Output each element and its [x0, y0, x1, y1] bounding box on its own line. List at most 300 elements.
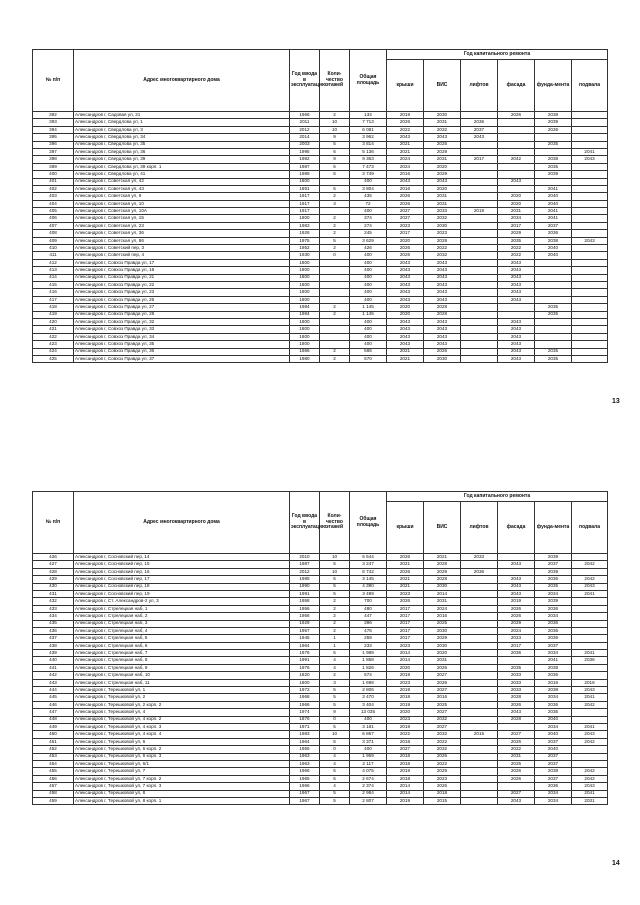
cell-foundation [535, 274, 572, 281]
cell-area: 700 [350, 598, 387, 605]
cell-area: 274 [350, 222, 387, 229]
cell-basement [572, 208, 608, 215]
cell-foundation: 2041 [535, 215, 572, 222]
cell-year: 1972 [290, 687, 320, 694]
cell-facade: 2023 [498, 635, 535, 642]
cell-roof: 2024 [387, 163, 424, 170]
cell-area: 2 806 [350, 687, 387, 694]
table-row [33, 215, 608, 222]
cell-foundation: 2034 [535, 723, 572, 730]
cell-floors [320, 281, 350, 288]
cell-area: 1 858 [350, 657, 387, 664]
cell-foundation [535, 281, 572, 288]
cell-facade: 2043 [498, 561, 535, 568]
cell-year: 1983 [290, 222, 320, 229]
cell-facade: 2017 [498, 222, 535, 229]
cell-basement [572, 178, 608, 185]
cell-roof: 2021 [387, 141, 424, 148]
table-row [33, 768, 608, 775]
cell-area: 3 804 [350, 185, 387, 192]
cell-basement [572, 274, 608, 281]
cell-roof: 2027 [387, 215, 424, 222]
cell-vis: 2032 [424, 215, 461, 222]
cell-num: 424 [33, 348, 74, 355]
cell-facade: 2035 [498, 664, 535, 671]
cell-basement [572, 296, 608, 303]
cell-area: 435 [350, 193, 387, 200]
cell-vis: 2043 [424, 281, 461, 288]
table-row [33, 185, 608, 192]
cell-address: Александров г, Свердлова ул, 1 [74, 119, 290, 126]
table-row [33, 156, 608, 163]
cell-foundation: 2037 [535, 738, 572, 745]
header-area: Общая площадь [350, 492, 387, 554]
table-row [33, 590, 608, 597]
cell-floors [320, 326, 350, 333]
cell-lifts [461, 797, 498, 804]
header-address: Адрес многоквартирного дома [74, 50, 290, 112]
cell-basement: 2041 [572, 650, 608, 657]
cell-basement [572, 605, 608, 612]
cell-year: 1990 [290, 583, 320, 590]
cell-basement: 2043 [572, 783, 608, 790]
cell-vis: 2032 [424, 252, 461, 259]
cell-floors: 5 [320, 775, 350, 782]
cell-foundation: 2037 [535, 561, 572, 568]
cell-lifts [461, 672, 498, 679]
cell-foundation: 2034 [535, 797, 572, 804]
cell-vis: 2023 [424, 775, 461, 782]
cell-num: 411 [33, 252, 74, 259]
cell-facade: 2026 [498, 613, 535, 620]
cell-lifts [461, 746, 498, 753]
cell-basement [572, 267, 608, 274]
cell-foundation [535, 296, 572, 303]
cell-address: Александров г, Садовая ул, 21 [74, 112, 290, 119]
table-row [33, 148, 608, 155]
table-row [33, 650, 608, 657]
cell-vis: 2043 [424, 341, 461, 348]
cell-area: 400 [350, 341, 387, 348]
cell-year: 1989 [290, 171, 320, 178]
cell-roof: 2023 [387, 642, 424, 649]
cell-lifts [461, 259, 498, 266]
cell-floors: 5 [320, 797, 350, 804]
cell-facade [498, 568, 535, 575]
table-row [33, 281, 608, 288]
cell-facade [498, 657, 535, 664]
cell-basement [572, 215, 608, 222]
cell-area: 3 814 [350, 141, 387, 148]
cell-year: 1917 [290, 200, 320, 207]
cell-lifts [461, 230, 498, 237]
cell-lifts [461, 679, 498, 686]
table-row [33, 723, 608, 730]
cell-vis: 2029 [424, 171, 461, 178]
cell-foundation: 2036 [535, 627, 572, 634]
cell-roof: 2043 [387, 318, 424, 325]
cell-num: 415 [33, 281, 74, 288]
cell-facade: 2033 [498, 679, 535, 686]
cell-area: 9 363 [350, 156, 387, 163]
cell-lifts: 2033 [461, 554, 498, 561]
cell-foundation [535, 148, 572, 155]
cell-roof: 2021 [387, 348, 424, 355]
cell-num: 447 [33, 709, 74, 716]
cell-lifts [461, 304, 498, 311]
table-row [33, 112, 608, 119]
cell-vis: 2030 [424, 355, 461, 362]
table-row [33, 694, 608, 701]
cell-vis: 2026 [424, 753, 461, 760]
cell-basement: 2043 [572, 237, 608, 244]
cell-address: Александров г, Совхоз Правда ул, 21 [74, 274, 290, 281]
cell-facade: 2043 [498, 296, 535, 303]
cell-vis: 2043 [424, 296, 461, 303]
cell-foundation: 2035 [535, 311, 572, 318]
cell-area: 400 [350, 252, 387, 259]
table-row [33, 753, 608, 760]
cell-year: 1820 [290, 672, 320, 679]
cell-area: 7 473 [350, 163, 387, 170]
cell-roof: 2043 [387, 326, 424, 333]
cell-floors: 5 [320, 687, 350, 694]
cell-lifts [461, 723, 498, 730]
cell-lifts [461, 657, 498, 664]
cell-vis: 2014 [424, 590, 461, 597]
cell-floors: 5 [320, 171, 350, 178]
cell-lifts [461, 296, 498, 303]
cell-num: 453 [33, 753, 74, 760]
cell-basement [572, 326, 608, 333]
cell-num: 423 [33, 341, 74, 348]
cell-foundation [535, 289, 572, 296]
cell-floors [320, 296, 350, 303]
cell-basement: 2042 [572, 775, 608, 782]
cell-roof: 2021 [387, 148, 424, 155]
cell-address: Александров г, Сосновский пер, 17 [74, 576, 290, 583]
cell-vis: 2031 [424, 119, 461, 126]
cell-num: 413 [33, 267, 74, 274]
cell-num: 445 [33, 694, 74, 701]
cell-year: 1985 [290, 576, 320, 583]
cell-facade: 2043 [498, 583, 535, 590]
cell-floors: 9 [320, 709, 350, 716]
cell-foundation: 2034 [535, 694, 572, 701]
cell-roof: 2043 [387, 333, 424, 340]
cell-lifts [461, 709, 498, 716]
table-row [33, 731, 608, 738]
cell-roof: 2019 [387, 797, 424, 804]
cell-facade [498, 119, 535, 126]
cell-num: 401 [33, 178, 74, 185]
cell-year: 1967 [290, 797, 320, 804]
cell-basement [572, 554, 608, 561]
cell-num: 432 [33, 598, 74, 605]
cell-roof: 2018 [387, 760, 424, 767]
cell-roof: 2043 [387, 289, 424, 296]
cell-floors: 6 [320, 163, 350, 170]
cell-area: 400 [350, 333, 387, 340]
cell-foundation: 2037 [535, 753, 572, 760]
table-row [33, 126, 608, 133]
cell-roof: 2019 [387, 723, 424, 730]
cell-facade: 2043 [498, 274, 535, 281]
cell-floors: 3 [320, 679, 350, 686]
cell-basement [572, 341, 608, 348]
cell-num: 451 [33, 738, 74, 745]
cell-address: Александров г, Терешковой ул, 1 [74, 687, 290, 694]
table-row [33, 672, 608, 679]
cell-roof: 2027 [387, 208, 424, 215]
cell-year: 1974 [290, 709, 320, 716]
cell-year: 1800 [290, 296, 320, 303]
cell-roof: 2027 [387, 746, 424, 753]
cell-lifts [461, 141, 498, 148]
cell-num: 457 [33, 783, 74, 790]
cell-address: Александров г, Стрелецкая наб, 9 [74, 664, 290, 671]
cell-address: Александров г, Советская ул, 15 [74, 215, 290, 222]
cell-floors: 2 [320, 348, 350, 355]
cell-year: 2012 [290, 568, 320, 575]
cell-foundation [535, 326, 572, 333]
cell-num: 416 [33, 289, 74, 296]
cell-address: Александров г, Терешковой ул, 4 корп. 4 [74, 731, 290, 738]
cell-num: 438 [33, 642, 74, 649]
table-row [33, 326, 608, 333]
cell-area: 3 629 [350, 237, 387, 244]
cell-foundation: 2039 [535, 568, 572, 575]
cell-facade: 2043 [498, 178, 535, 185]
cell-foundation: 2038 [535, 687, 572, 694]
cell-lifts [461, 620, 498, 627]
table-row [33, 783, 608, 790]
cell-basement [572, 230, 608, 237]
table-row [33, 341, 608, 348]
cell-area: 3 371 [350, 738, 387, 745]
cell-address: Александров г, Советская ул, 42 [74, 178, 290, 185]
cell-lifts [461, 193, 498, 200]
cell-address: Александров г, Советская ул, 9 [74, 193, 290, 200]
cell-year: 1930 [290, 252, 320, 259]
cell-floors: 10 [320, 731, 350, 738]
cell-lifts [461, 583, 498, 590]
cell-num: 439 [33, 650, 74, 657]
cell-facade: 2026 [498, 112, 535, 119]
table-row [33, 790, 608, 797]
cell-address: Александров г, Советский пер, 3 [74, 245, 290, 252]
table-row [33, 679, 608, 686]
cell-basement: 2041 [572, 790, 608, 797]
cell-year: 2012 [290, 126, 320, 133]
header-year: Год ввода в эксплуатацию [290, 50, 320, 112]
cell-area: 233 [350, 642, 387, 649]
cell-floors: 5 [320, 583, 350, 590]
cell-floors: 2 [320, 672, 350, 679]
cell-num: 433 [33, 605, 74, 612]
cell-roof: 2026 [387, 554, 424, 561]
cell-floors [320, 178, 350, 185]
cell-lifts [461, 687, 498, 694]
cell-foundation: 2038 [535, 156, 572, 163]
cell-num: 458 [33, 790, 74, 797]
table-row [33, 598, 608, 605]
cell-year: 1966 [290, 348, 320, 355]
cell-year: 1964 [290, 642, 320, 649]
cell-foundation: 2039 [535, 171, 572, 178]
cell-floors: 0 [320, 746, 350, 753]
cell-address: Александров г, Свердлова ул, 35 [74, 141, 290, 148]
cell-address: Александров г, Советская ул, 43 [74, 185, 290, 192]
cell-vis: 2032 [424, 716, 461, 723]
cell-facade: 2026 [498, 701, 535, 708]
cell-facade: 2033 [498, 687, 535, 694]
cell-address: Александров г, Стрелецкая наб, 5 [74, 635, 290, 642]
table-body-page-14 [33, 554, 608, 805]
cell-vis: 2031 [424, 598, 461, 605]
cell-year: 1964 [290, 738, 320, 745]
cell-area: 3 145 [350, 576, 387, 583]
table-row [33, 657, 608, 664]
cell-floors: 2 [320, 598, 350, 605]
table-row [33, 222, 608, 229]
cell-address: Александров г, Стрелецкая наб, 11 [74, 679, 290, 686]
cell-area: 400 [350, 296, 387, 303]
cell-basement [572, 760, 608, 767]
cell-year: 1800 [290, 326, 320, 333]
table-row [33, 245, 608, 252]
cell-foundation [535, 259, 572, 266]
cell-floors [320, 289, 350, 296]
cell-foundation [535, 267, 572, 274]
cell-vis: 2024 [424, 605, 461, 612]
cell-foundation: 2036 [535, 635, 572, 642]
cell-floors: 5 [320, 561, 350, 568]
cell-facade: 2029 [498, 230, 535, 237]
cell-address: Александров г, Совхоз Правда ул, 18 [74, 267, 290, 274]
cell-lifts [461, 598, 498, 605]
cell-basement: 2036 [572, 657, 608, 664]
cell-address: Александров г, Терешковой ул, 6 [74, 738, 290, 745]
cell-lifts [461, 311, 498, 318]
cell-roof: 2016 [387, 185, 424, 192]
cell-area: 570 [350, 355, 387, 362]
cell-area: 245 [350, 230, 387, 237]
cell-foundation: 2035 [535, 141, 572, 148]
cell-floors: 5 [320, 237, 350, 244]
cell-basement [572, 134, 608, 141]
cell-floors: 2 [320, 613, 350, 620]
table-row [33, 738, 608, 745]
cell-num: 393 [33, 119, 74, 126]
cell-num: 456 [33, 775, 74, 782]
cell-year: 1987 [290, 163, 320, 170]
cell-foundation: 2040 [535, 252, 572, 259]
cell-vis: 2026 [424, 348, 461, 355]
cell-area: 1 145 [350, 311, 387, 318]
cell-year: 1956 [290, 613, 320, 620]
cell-num: 429 [33, 576, 74, 583]
table-row [33, 627, 608, 634]
cell-roof: 2022 [387, 731, 424, 738]
cell-roof: 2026 [387, 252, 424, 259]
cell-area: 400 [350, 289, 387, 296]
cell-foundation: 2039 [535, 554, 572, 561]
cell-vis: 2027 [424, 687, 461, 694]
cell-facade: 2043 [498, 318, 535, 325]
cell-basement [572, 709, 608, 716]
cell-address: Александров г, Стрелецкая наб, 3 [74, 620, 290, 627]
cell-address: Александров г, Терешковой ул, 8 [74, 790, 290, 797]
cell-facade [498, 134, 535, 141]
cell-vis: 2030 [424, 112, 461, 119]
cell-facade [498, 141, 535, 148]
cell-year: 2014 [290, 134, 320, 141]
cell-num: 412 [33, 259, 74, 266]
cell-vis: 2032 [424, 731, 461, 738]
cell-address: Александров г, Ст. Александров-2 ул, 3 [74, 598, 290, 605]
cell-basement [572, 716, 608, 723]
cell-address: Александров г, Свердлова ул, 39 [74, 156, 290, 163]
cell-facade [498, 171, 535, 178]
table-row [33, 237, 608, 244]
cell-roof: 2019 [387, 701, 424, 708]
cell-floors: 10 [320, 119, 350, 126]
cell-roof: 2023 [387, 590, 424, 597]
cell-num: 410 [33, 245, 74, 252]
cell-basement [572, 252, 608, 259]
table-row [33, 200, 608, 207]
cell-facade: 2034 [498, 215, 535, 222]
cell-lifts [461, 171, 498, 178]
cell-address: Александров г, Стрелецкая наб, 1 [74, 605, 290, 612]
cell-roof: 2020 [387, 709, 424, 716]
table-row [33, 635, 608, 642]
cell-roof: 2018 [387, 775, 424, 782]
cell-lifts [461, 355, 498, 362]
cell-facade: 2043 [498, 326, 535, 333]
cell-foundation: 2040 [535, 746, 572, 753]
cell-foundation: 2035 [535, 583, 572, 590]
cell-foundation: 2036 [535, 576, 572, 583]
cell-roof: 2020 [387, 311, 424, 318]
cell-address: Александров г, Советская ул, 36 [74, 230, 290, 237]
cell-facade: 2043 [498, 289, 535, 296]
cell-vis: 2026 [424, 141, 461, 148]
cell-roof: 2018 [387, 738, 424, 745]
cell-area: 400 [350, 746, 387, 753]
cell-roof: 2021 [387, 561, 424, 568]
cell-lifts [461, 760, 498, 767]
cell-lifts [461, 245, 498, 252]
cell-floors: 5 [320, 590, 350, 597]
cell-floors: 2 [320, 304, 350, 311]
cell-foundation: 2040 [535, 716, 572, 723]
cell-basement [572, 222, 608, 229]
cell-year: 1991 [290, 657, 320, 664]
cell-foundation: 2041 [535, 657, 572, 664]
cell-num: 449 [33, 723, 74, 730]
cell-basement [572, 746, 608, 753]
cell-roof: 2043 [387, 274, 424, 281]
cell-vis: 2025 [424, 701, 461, 708]
cell-year: 1917 [290, 208, 320, 215]
cell-address: Александров г, Терешковой ул, 6/1 [74, 760, 290, 767]
cell-num: 398 [33, 156, 74, 163]
cell-num: 425 [33, 355, 74, 362]
cell-basement: 2041 [572, 694, 608, 701]
header-facade: фасада [498, 502, 535, 554]
